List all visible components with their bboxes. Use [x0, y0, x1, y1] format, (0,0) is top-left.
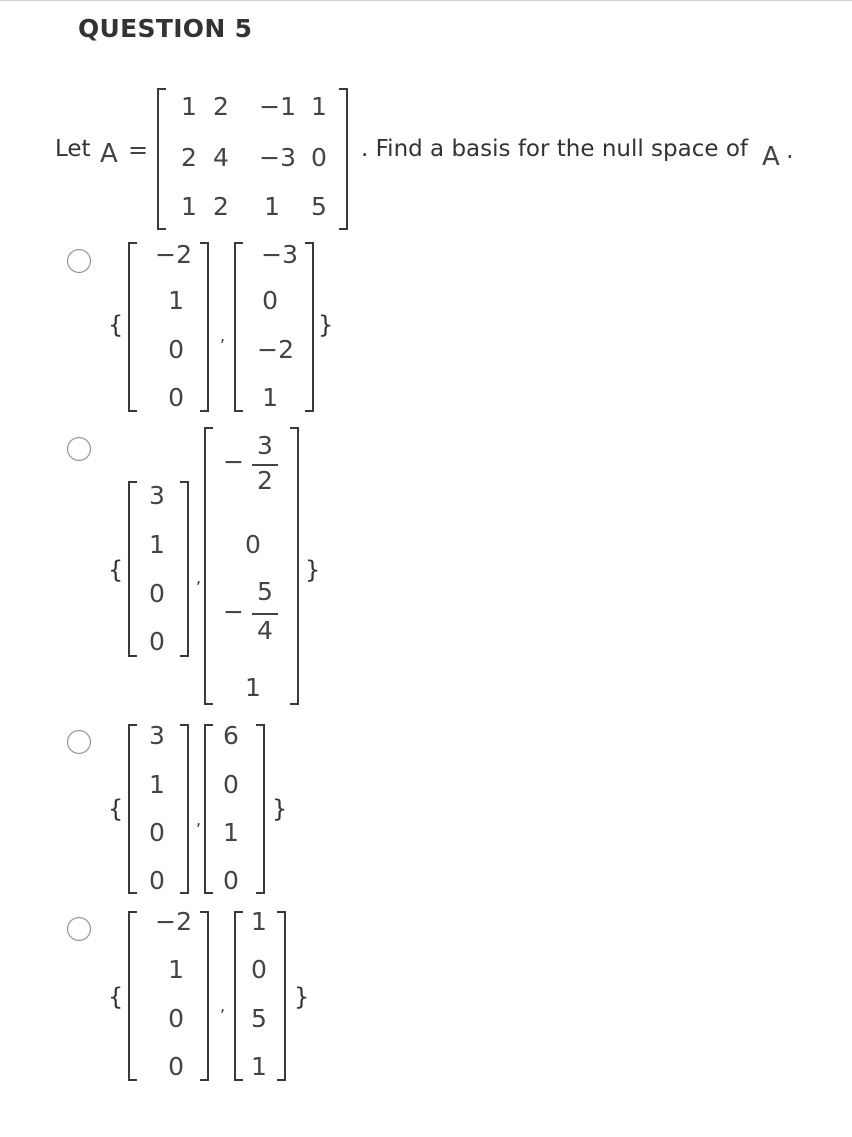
- matrix-variable: A: [100, 139, 118, 169]
- vector-left-bracket: [204, 724, 213, 894]
- vector-entry: 0: [168, 335, 184, 364]
- vector-entry: 0: [149, 818, 165, 847]
- vector-entry: 0: [168, 1004, 184, 1033]
- vector-entry: 0: [168, 1052, 184, 1081]
- minus-sign: −: [223, 597, 244, 626]
- vector-entry: 5: [251, 1004, 267, 1033]
- matrix-a-cell: 0: [311, 143, 327, 172]
- vector-right-bracket: [180, 724, 189, 894]
- close-brace: }: [318, 311, 334, 339]
- close-brace: }: [272, 795, 288, 823]
- matrix-a-cell: 1: [264, 192, 280, 221]
- vector-entry: −3: [261, 240, 298, 269]
- matrix-a-cell: −1: [259, 92, 296, 121]
- vector-entry: −2: [155, 240, 192, 269]
- vector-entry: 1: [168, 955, 184, 984]
- matrix-a-cell: 2: [213, 92, 229, 121]
- vector-entry: 0: [149, 627, 165, 656]
- matrix-a-cell: 1: [181, 92, 197, 121]
- vector-entry: 1: [262, 383, 278, 412]
- vector-right-bracket: [180, 481, 189, 657]
- comma: ,: [220, 326, 226, 345]
- vector-entry: 0: [149, 866, 165, 895]
- vector-entry: 3: [149, 721, 165, 750]
- comma: ,: [196, 568, 202, 587]
- vector-left-bracket: [234, 242, 243, 412]
- suffix-variable: A: [762, 142, 780, 172]
- open-brace: {: [108, 556, 124, 584]
- vector-right-bracket: [277, 911, 286, 1081]
- fraction-numerator: 5: [257, 577, 273, 606]
- matrix-a-cell: 1: [311, 92, 327, 121]
- open-brace: {: [108, 983, 124, 1011]
- vector-entry: 3: [149, 481, 165, 510]
- vector-entry: −2: [155, 907, 192, 936]
- fraction-denominator: 4: [257, 616, 273, 645]
- fraction-numerator: 3: [257, 431, 273, 460]
- vector-entry: 0: [149, 579, 165, 608]
- vector-entry: 1: [223, 818, 239, 847]
- matrix-a-left-bracket: [157, 88, 166, 230]
- close-brace: }: [305, 556, 321, 584]
- vector-entry: −2: [257, 335, 294, 364]
- vector-entry: 0: [168, 383, 184, 412]
- vector-right-bracket: [290, 427, 299, 705]
- vector-entry: 0: [262, 286, 278, 315]
- vector-entry: 0: [245, 530, 261, 559]
- matrix-a-cell: 2: [213, 192, 229, 221]
- vector-entry: 1: [251, 907, 267, 936]
- matrix-a-right-bracket: [339, 88, 348, 230]
- matrix-a-cell: −3: [259, 143, 296, 172]
- option-1-radio[interactable]: [67, 249, 91, 273]
- top-divider: [0, 0, 852, 1]
- suffix-period: .: [786, 136, 794, 164]
- vector-left-bracket: [234, 911, 243, 1081]
- vector-entry: 1: [251, 1052, 267, 1081]
- vector-left-bracket: [128, 242, 137, 412]
- vector-right-bracket: [256, 724, 265, 894]
- vector-entry: 0: [223, 770, 239, 799]
- comma: ,: [220, 996, 226, 1015]
- comma: ,: [196, 810, 202, 829]
- fraction-denominator: 2: [257, 466, 273, 495]
- option-3-radio[interactable]: [67, 730, 91, 754]
- open-brace: {: [108, 311, 124, 339]
- close-brace: }: [294, 983, 310, 1011]
- vector-entry: 6: [223, 721, 239, 750]
- prompt-prefix: Let: [55, 136, 91, 162]
- vector-left-bracket: [128, 724, 137, 894]
- option-2-radio[interactable]: [67, 437, 91, 461]
- vector-left-bracket: [128, 911, 137, 1081]
- vector-entry: 0: [223, 866, 239, 895]
- vector-entry: 1: [245, 673, 261, 702]
- vector-right-bracket: [200, 911, 209, 1081]
- vector-entry: 1: [168, 286, 184, 315]
- equals-sign: =: [128, 136, 149, 164]
- fraction-bar: [252, 613, 278, 615]
- option-4-radio[interactable]: [67, 917, 91, 941]
- prompt-suffix: . Find a basis for the null space of: [361, 136, 749, 162]
- vector-entry: 1: [149, 770, 165, 799]
- vector-entry: 1: [149, 530, 165, 559]
- open-brace: {: [108, 795, 124, 823]
- vector-left-bracket: [204, 427, 213, 705]
- matrix-a-cell: 5: [311, 192, 327, 221]
- matrix-a-cell: 2: [181, 143, 197, 172]
- question-title: QUESTION 5: [78, 14, 253, 43]
- vector-right-bracket: [305, 242, 314, 412]
- matrix-a-cell: 1: [181, 192, 197, 221]
- minus-sign: −: [223, 447, 244, 476]
- vector-entry: 0: [251, 955, 267, 984]
- vector-right-bracket: [200, 242, 209, 412]
- matrix-a-cell: 4: [213, 143, 229, 172]
- vector-left-bracket: [128, 481, 137, 657]
